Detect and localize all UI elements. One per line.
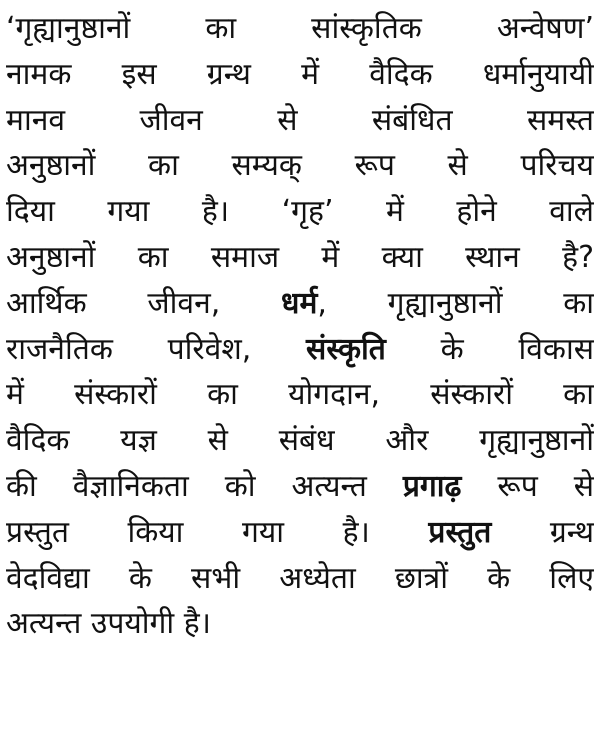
text-line [6, 327, 594, 373]
line-text: प्रस्तुत किया गया है। [6, 514, 429, 550]
text-line [6, 143, 594, 189]
text-line [6, 6, 594, 52]
line-text: वैदिक यज्ञ से संबंध और गृह्यानुष्ठानों [6, 423, 594, 459]
bold-term-pragadh: प्रगाढ़ [402, 468, 462, 504]
line-text: , गृह्यानुष्ठानों का [317, 285, 594, 321]
line-text: राजनैतिक परिवेश, [6, 331, 307, 367]
bold-term-sanskriti: संस्कृति [306, 331, 386, 367]
line-text: अत्यन्त उपयोगी है। [6, 606, 212, 642]
text-line [6, 98, 594, 144]
text-line [6, 464, 594, 510]
line-text: रूप से [461, 468, 594, 504]
text-line [6, 601, 594, 647]
line-text: नामक इस ग्रन्थ में वैदिक धर्मानुयायी [6, 56, 594, 92]
line-text: अनुष्ठानों का सम्यक् रूप से परिचय [6, 148, 594, 184]
text-line [6, 189, 594, 235]
line-text: ‘गृह्यानुष्ठानों का सांस्कृतिक अन्वेषण’ [6, 11, 594, 46]
line-text: वेदविद्या के सभी अध्येता छात्रों के लिए [6, 560, 594, 596]
line-text: अनुष्ठानों का समाज में क्या स्थान है? [6, 239, 594, 275]
description-paragraph [6, 6, 594, 647]
text-line [6, 510, 594, 556]
text-line [6, 281, 594, 327]
text-line [6, 418, 594, 464]
text-line [6, 556, 594, 602]
line-text: दिया गया है। ‘गृह’ में होने वाले [6, 194, 594, 230]
line-text: मानव जीवन से संबंधित समस्त [6, 102, 594, 138]
text-line [6, 52, 594, 98]
bold-term-prastut: प्रस्तुत [428, 514, 492, 550]
text-line [6, 235, 594, 281]
line-text: ग्रन्थ [491, 514, 594, 550]
line-text: में संस्कारों का योगदान, संस्कारों का [6, 377, 594, 413]
line-text: के विकास [385, 331, 594, 367]
line-text: की वैज्ञानिकता को अत्यन्त [6, 468, 403, 504]
line-text: आर्थिक जीवन, [6, 285, 282, 321]
text-line [6, 372, 594, 418]
bold-term-dharma: धर्म [281, 285, 318, 321]
